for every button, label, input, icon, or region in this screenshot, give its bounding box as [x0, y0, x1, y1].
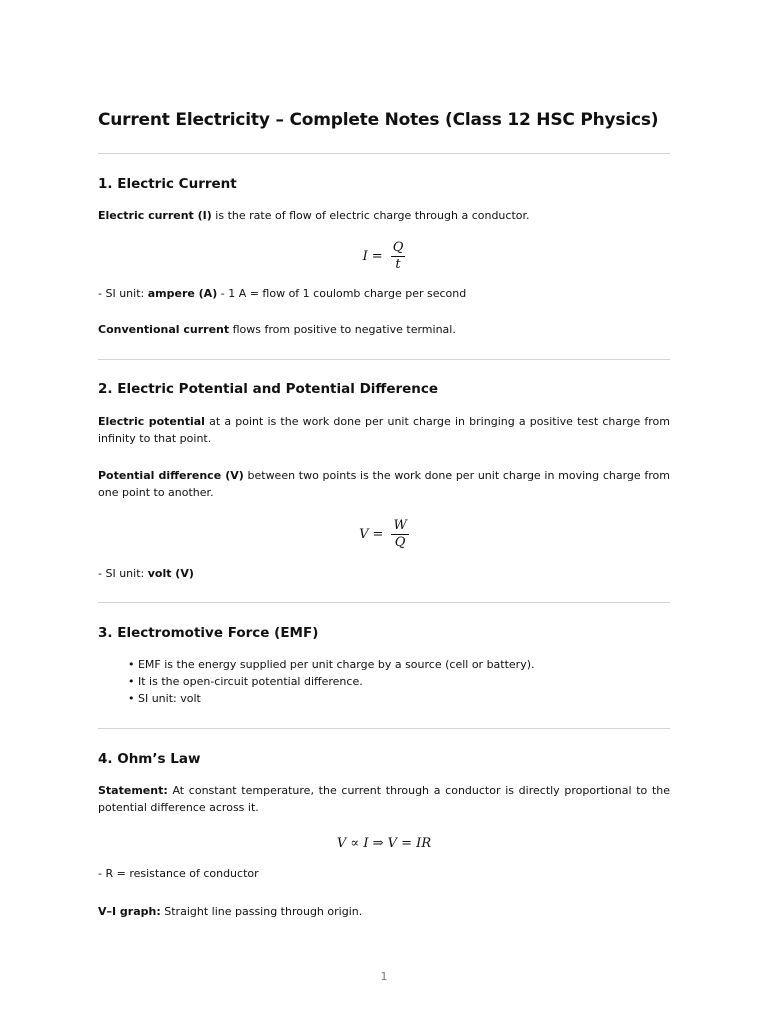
equation-current: I = $\frac{Q}{t}$ — [362, 240, 404, 272]
equation-ohms-law: V ∝ I ⇒ V = IR — [336, 836, 432, 851]
paragraph-conventional-current: Conventional current flows from positive to negative terminal. — [98, 323, 456, 336]
paragraph-si-unit-volt: - SI unit: volt (V) — [98, 567, 194, 580]
page-number: 1 — [380, 970, 388, 983]
paragraph-current-definition: Electric current (I) is the rate of flow of electric charge through a conductor. — [98, 209, 530, 222]
paragraph-resistance-note: - R = resistance of conductor — [98, 867, 259, 880]
emf-bullet-list — [128, 656, 535, 707]
section-heading-3: 3. Electromotive Force (EMF) — [98, 625, 319, 641]
list-item: • It is the open-circuit potential difference. — [128, 675, 363, 688]
page-title: Current Electricity – Complete Notes (Class 12 HSC Physics) — [98, 110, 659, 130]
section-heading-2: 2. Electric Potential and Potential Difference — [98, 381, 439, 397]
list-item: • SI unit: volt — [128, 692, 201, 705]
divider — [98, 359, 670, 360]
list-item: • EMF is the energy supplied per unit charge by a source (cell or battery). — [128, 658, 535, 671]
paragraph-electric-potential: Electric potential at a point is the work done per unit charge in bringing a positive test charge from infinity to that point. — [98, 415, 670, 445]
equation-potential: V = $\frac{W}{Q}$ — [359, 518, 407, 550]
paragraph-ohms-law-statement: Statement: At constant temperature, the current through a conductor is directly proportional to the potential difference across it. — [98, 784, 670, 814]
section-heading-4: 4. Ohm’s Law — [98, 751, 201, 767]
section-heading-1: 1. Electric Current — [98, 176, 237, 192]
paragraph-potential-difference: Potential difference (V) between two points is the work done per unit charge in moving charge from one point to another. — [98, 469, 670, 499]
divider — [98, 153, 670, 154]
paragraph-si-unit-ampere: - SI unit: ampere (A) - 1 A = flow of 1 coulomb charge per second — [98, 287, 467, 300]
divider — [98, 728, 670, 729]
divider — [98, 602, 670, 603]
paragraph-vi-graph: V–I graph: Straight line passing through origin. — [98, 905, 363, 918]
